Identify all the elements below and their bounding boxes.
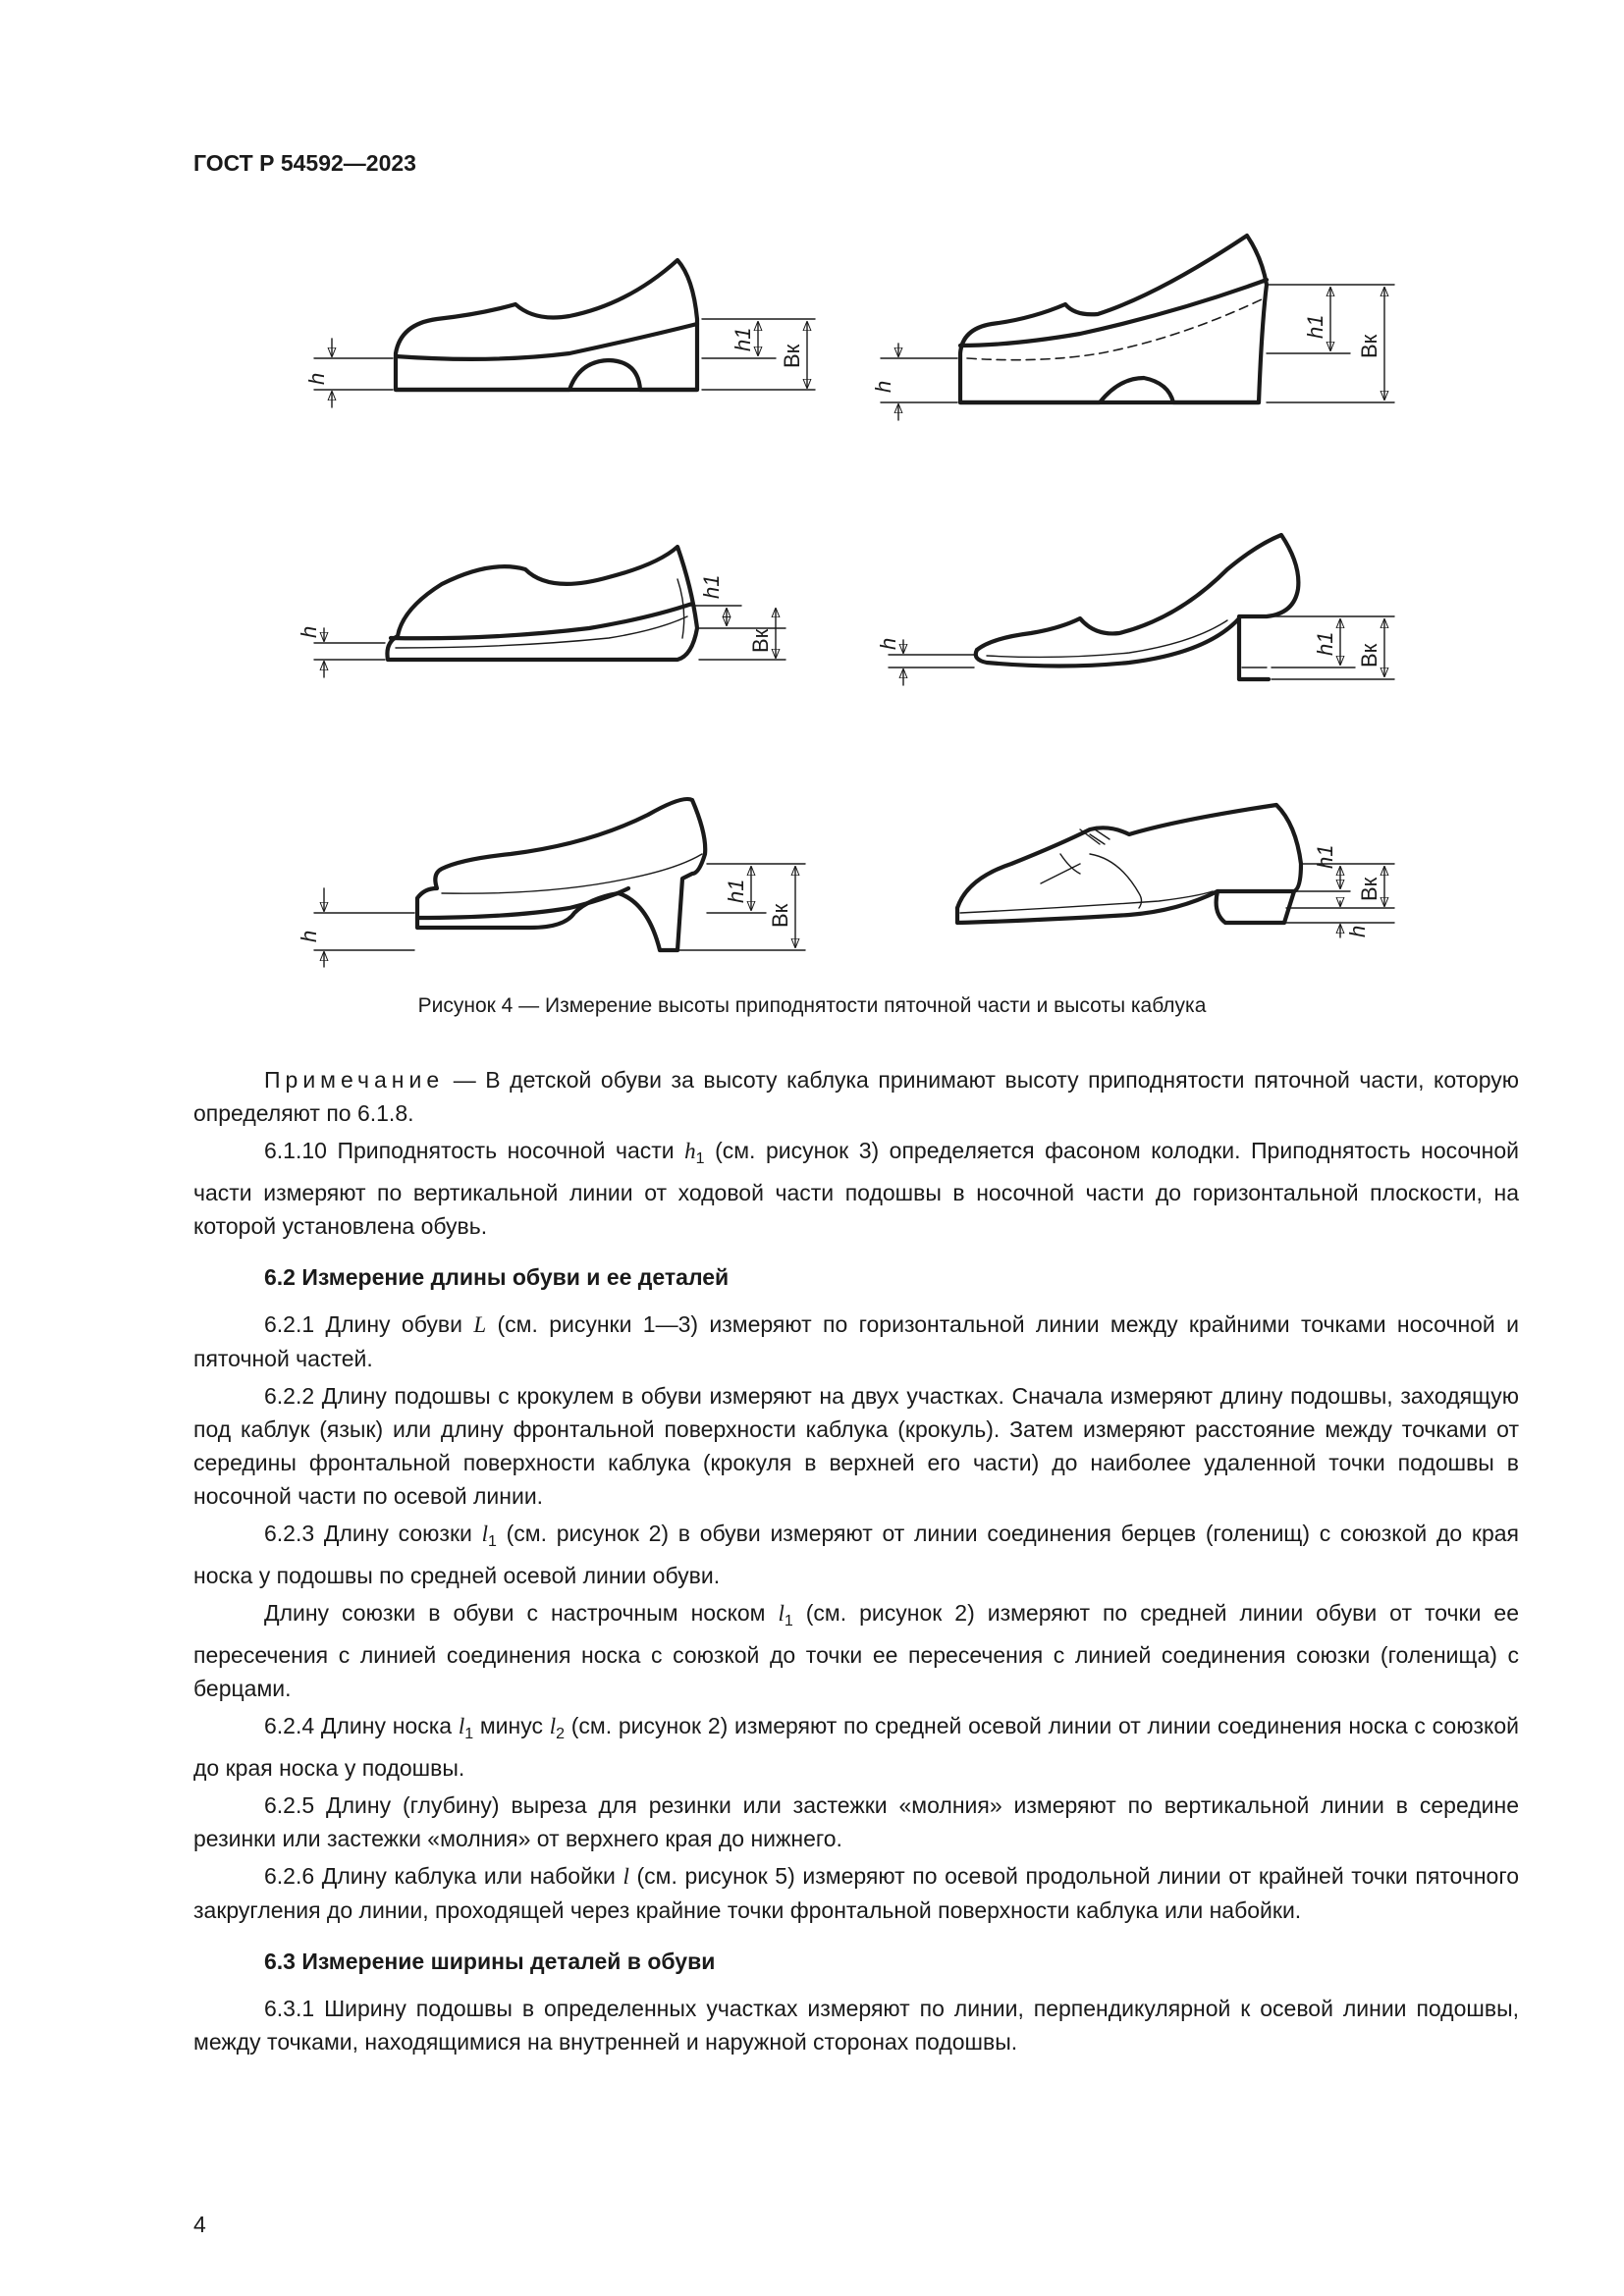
math-subscript: 1 xyxy=(784,1613,793,1629)
math-var: h xyxy=(684,1139,696,1163)
paragraph-6-2-3-b xyxy=(193,1596,1519,1705)
shoe-5-platform xyxy=(297,799,805,967)
shoe-4-label-bk: Вк xyxy=(1357,643,1381,667)
note-text: — В детской обуви за высоту каблука принимают высоту приподнятости пяточной части, которую определяют по 6.1.8. xyxy=(193,1067,1520,1126)
shoe-6-label-bk: Вк xyxy=(1357,877,1381,901)
shoe-2-label-h1: h1 xyxy=(1303,314,1327,339)
paragraph-6-3-1: 6.3.1 Ширину подошвы в определенных участках измеряют по линии, перпендикулярной к осевой линии подошвы, между точками, находящимися на внутренней и наружной сторонах подошвы. xyxy=(193,1996,1519,2055)
math-var: l xyxy=(623,1864,629,1889)
math-subscript: 1 xyxy=(488,1533,497,1550)
text-run: минус xyxy=(473,1713,550,1738)
math-subscript: 1 xyxy=(464,1726,474,1742)
paragraph-6-2-4 xyxy=(193,1709,1519,1785)
shoe-1-label-h1: h1 xyxy=(731,327,755,351)
text-run: (см. рисунки 1—3) измеряют по горизонтальной линии между крайними точками носочной и пяточной частей. xyxy=(193,1311,1519,1371)
figure-4-drawing xyxy=(295,221,1414,996)
shoe-5-label-h: h xyxy=(297,930,321,942)
paragraph-6-2-2: 6.2.2 Длину подошвы с крокулем в обуви измеряют на двух участках. Сначала измеряют длину подошвы, заходящую под каблук (язык) или длину фронтальной поверхности каблука (крокуль). Затем измеряют расстояние между точками от середины фронтальной поверхности каблука (крокуля в верхней его части) до наиболее удаленной точки подошвы в носочной части по осевой линии. xyxy=(193,1383,1519,1509)
shoe-2-label-bk: Вк xyxy=(1357,334,1381,358)
shoe-4-pump xyxy=(876,535,1394,685)
text-run: 6.2.3 Длину союзки xyxy=(264,1521,482,1546)
shoe-5-label-h1: h1 xyxy=(724,879,748,903)
text-run: (см. рисунок 3) определяется фасоном колодки. Приподнятость носочной части измеряют по вертикальной линии от ходовой части подошвы в носочной части до горизонтальной плоскости, на которой установлена обувь. xyxy=(193,1138,1519,1239)
figure-caption: Рисунок 4 — Измерение высоты приподнятости пяточной части и высоты каблука xyxy=(417,994,1207,1017)
paragraph-6-2-3 xyxy=(193,1517,1519,1592)
shoe-1-flat xyxy=(304,260,815,407)
note-label: Примечание xyxy=(264,1067,445,1093)
math-var: l xyxy=(549,1714,557,1738)
paragraph-6-2-5: 6.2.5 Длину (глубину) выреза для резинки или застежки «молния» измеряют по вертикальной линии в середине резинки или застежки «молния» от верхнего края до нижнего. xyxy=(193,1792,1519,1851)
shoe-6-label-h: h xyxy=(1345,925,1370,937)
shoe-3-moccasin xyxy=(297,547,785,677)
figure-4 xyxy=(295,221,1414,996)
text-run: (см. рисунок 2) измеряют по средней осевой линии от линии соединения носка с союзкой до края носка у подошвы. xyxy=(193,1713,1519,1781)
section-6-2-heading: 6.2 Измерение длины обуви и ее деталей xyxy=(264,1264,730,1290)
note-paragraph xyxy=(193,1063,1519,1130)
text-run: 6.2.6 Длину каблука или набойки xyxy=(264,1863,623,1889)
shoe-2-label-h: h xyxy=(871,380,895,393)
shoe-4-label-h: h xyxy=(876,637,900,650)
text-run: (см. рисунок 5) измеряют по осевой продольной линии от крайней точки пяточного закругления до линии, проходящей через крайние точки фронтальной поверхности каблука или набойки. xyxy=(193,1863,1519,1923)
text-run: 6.2.4 Длину носка xyxy=(264,1713,459,1738)
shoe-5-label-bk: Вк xyxy=(768,903,792,928)
math-var: l xyxy=(481,1522,488,1546)
shoe-3-label-h: h xyxy=(297,625,321,638)
text-run: (см. рисунок 2) в обуви измеряют от линии соединения берцев (голенищ) с союзкой до края носка у подошвы по средней осевой линии обуви. xyxy=(193,1521,1519,1588)
text-run: (см. рисунок 2) измеряют по средней линии обуви от точки ее пересечения с линией соединения носка с союзкой до точки ее пересечения с линией соединения союзки (голенища) с берцами. xyxy=(193,1600,1519,1701)
document-header: ГОСТ Р 54592—2023 xyxy=(193,150,416,176)
shoe-4-label-h1: h1 xyxy=(1313,631,1337,656)
shoe-3-label-h1: h1 xyxy=(699,574,724,599)
shoe-2-wedge xyxy=(871,236,1394,420)
text-run: 6.2.1 Длину обуви xyxy=(264,1311,474,1337)
math-subscript: 2 xyxy=(556,1726,566,1742)
shoe-1-label-bk: Вк xyxy=(780,344,804,368)
page-number: 4 xyxy=(193,2212,206,2237)
shoe-6-label-h1: h1 xyxy=(1313,844,1337,869)
section-6-3-heading: 6.3 Измерение ширины деталей в обуви xyxy=(264,1949,716,1974)
paragraph-6-2-1 xyxy=(193,1308,1519,1375)
shoe-3-label-bk: Вк xyxy=(748,628,773,653)
shoe-6-oxford xyxy=(957,805,1394,937)
text-run: 6.1.10 Приподнятость носочной части xyxy=(264,1138,685,1163)
body-text xyxy=(193,1063,1519,2058)
math-var: L xyxy=(473,1312,487,1337)
paragraph-6-1-10 xyxy=(193,1134,1519,1243)
paragraph-6-2-6 xyxy=(193,1859,1519,1927)
shoe-1-label-h: h xyxy=(304,372,329,385)
text-run: Длину союзки в обуви с настрочным носком xyxy=(264,1600,779,1626)
math-var: l xyxy=(458,1714,465,1738)
math-var: l xyxy=(778,1601,785,1626)
math-subscript: 1 xyxy=(695,1150,705,1167)
